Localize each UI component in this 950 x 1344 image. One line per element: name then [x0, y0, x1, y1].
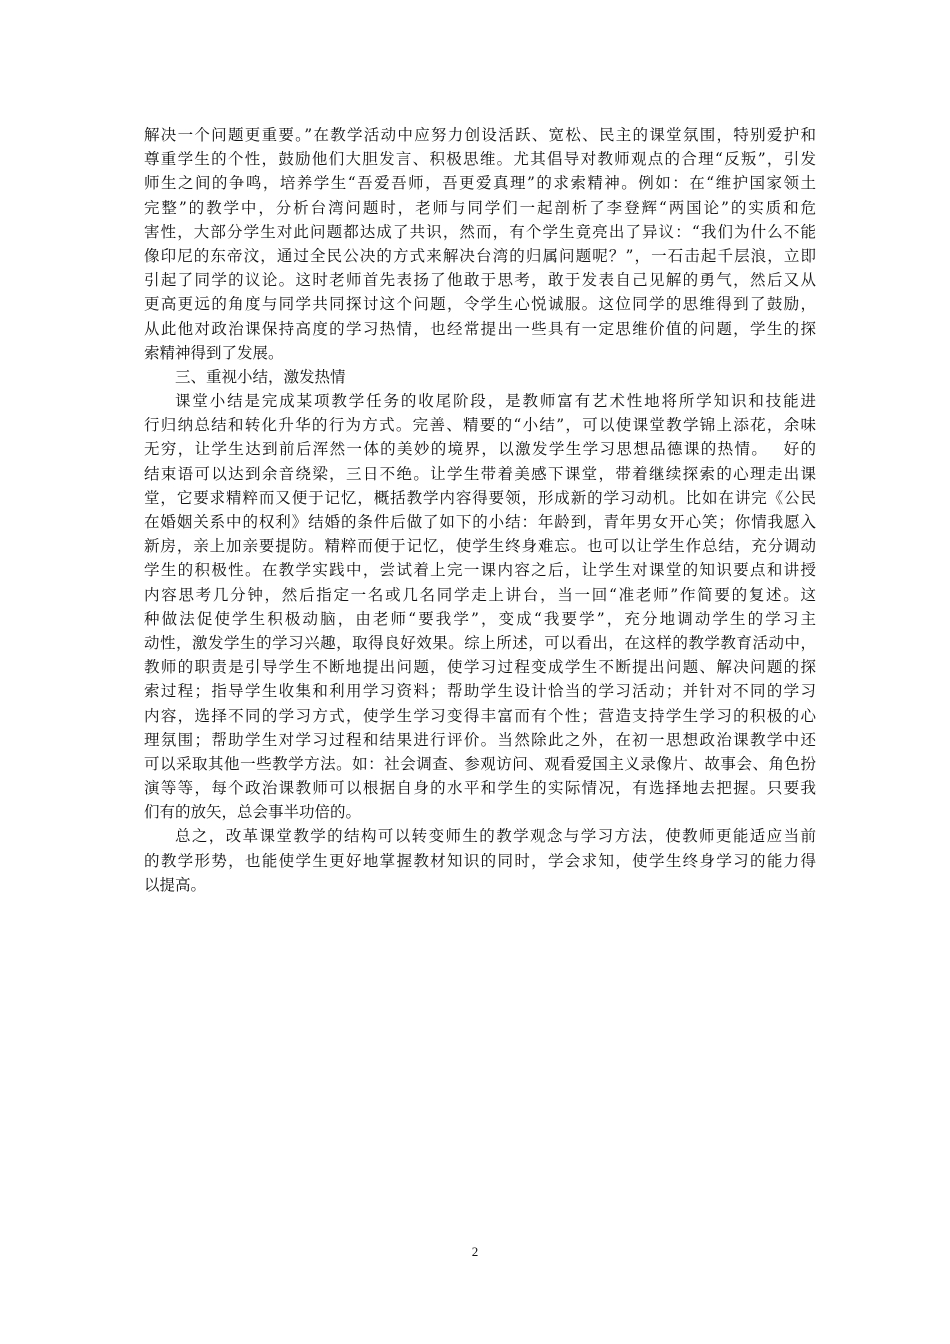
text-line: 课堂小结是完成某项教学任务的收尾阶段，是教师富有艺术性地将所学知识和技能进: [175, 392, 816, 411]
section-heading: [144, 365, 816, 389]
paragraph-summary: [144, 389, 816, 824]
text-line: 更高更远的角度与同学共同探讨这个问题，令学生心悦诚服。这位同学的思维得到了鼓励，: [144, 295, 816, 314]
text-line: 从此他对政治课保持高度的学习热情，也经常提出一些具有一定思维价值的问题，学生的探: [144, 319, 816, 338]
text-line: 尊重学生的个性，鼓励他们大胆发言、积极思维。尤其倡导对教师观点的合理“反叛”，引发: [144, 150, 816, 169]
text-line: 索精神得到了发展。: [144, 343, 284, 362]
text-line: 无穷，让学生达到前后浑然一体的美妙的境界，以激发学生学习思想品德课的热情。 好的: [144, 440, 816, 459]
text-line: 完整”的教学中，分析台湾问题时，老师与同学们一起剖析了李登辉“两国论”的实质和危: [144, 198, 816, 217]
page-number: 2: [471, 1244, 479, 1259]
text-line: 理氛围；帮助学生对学习过程和结果进行评价。当然除此之外，在初一思想政治课教学中还: [144, 730, 816, 749]
paragraph-continuation: [144, 123, 816, 365]
text-line: 结束语可以达到余音绕梁，三日不绝。让学生带着美感下课堂，带着继续探索的心理走出课: [144, 464, 816, 483]
text-line: 解决一个问题更重要。”在教学活动中应努力创设活跃、宽松、民主的课堂氛围，特别爱护和: [144, 126, 816, 144]
text-line: 害性，大部分学生对此问题都达成了共识，然而，有个学生竟亮出了异议：“我们为什么不能: [144, 222, 816, 241]
text-line: 引起了同学的议论。这时老师首先表扬了他敢于思考，敢于发表自己见解的勇气，然后又从: [144, 271, 816, 290]
text-line: 新房，亲上加亲要提防。精粹而便于记忆，使学生终身难忘。也可以让学生作总结，充分调动: [144, 537, 816, 556]
section-heading-text: 三、重视小结，激发热情: [175, 367, 346, 386]
text-line: 教师的职责是引导学生不断地提出问题，使学习过程变成学生不断提出问题、解决问题的探: [144, 658, 816, 677]
text-line: 像印尼的东帝汶，通过全民公决的方式来解决台湾的归属问题呢？”，一石击起千层浪，立即: [144, 246, 816, 265]
text-line: 在婚姻关系中的权利》结婚的条件后做了如下的小结：年龄到，青年男女开心笑；你情我愿入: [144, 513, 816, 531]
text-line: 可以采取其他一些教学方法。如：社会调查、参观访问、观看爱国主义录像片、故事会、角色扮: [144, 754, 816, 773]
text-line: 种做法促使学生积极动脑，由老师“要我学”，变成“我要学”，充分地调动学生的学习主: [144, 609, 816, 628]
text-line: 演等等，每个政治课教师可以根据自身的水平和学生的实际情况，有选择地去把握。只要我: [144, 779, 816, 798]
text-line: 堂，它要求精粹而又便于记忆，概括教学内容得要领，形成新的学习动机。比如在讲完《公民: [144, 488, 816, 507]
text-line: 们有的放矢，总会事半功倍的。: [144, 803, 362, 822]
paragraph-conclusion: [144, 824, 816, 896]
text-line: 内容，选择不同的学习方式，使学生学习变得丰富而有个性；营造支持学生学习的积极的心: [144, 706, 816, 725]
text-line: 学生的积极性。在教学实践中，尝试着上完一课内容之后，让学生对课堂的知识要点和讲授: [144, 561, 816, 580]
text-line: 行归纳总结和转化升华的行为方式。完善、精要的“小结”，可以使课堂教学锦上添花，余味: [144, 416, 816, 435]
text-line: 的教学形势，也能使学生更好地掌握教材知识的同时，学会求知，使学生终身学习的能力得: [144, 851, 816, 870]
text-line: 师生之间的争鸣，培养学生“吾爱吾师，吾更爱真理”的求索精神。例如：在“维护国家领土: [144, 174, 816, 193]
document-body: [144, 123, 816, 897]
text-line: 索过程；指导学生收集和利用学习资料；帮助学生设计恰当的学习活动；并针对不同的学习: [144, 682, 816, 701]
text-line: 总之，改革课堂教学的结构可以转变师生的教学观念与学习方法，使教师更能适应当前: [175, 827, 816, 846]
text-line: 动性，激发学生的学习兴趣，取得良好效果。综上所述，可以看出，在这样的教学教育活动中，: [144, 633, 816, 652]
text-line: 内容思考几分钟，然后指定一名或几名同学走上讲台，当一回“准老师”作简要的复述。这: [144, 585, 816, 604]
text-line: 以提高。: [144, 875, 207, 894]
